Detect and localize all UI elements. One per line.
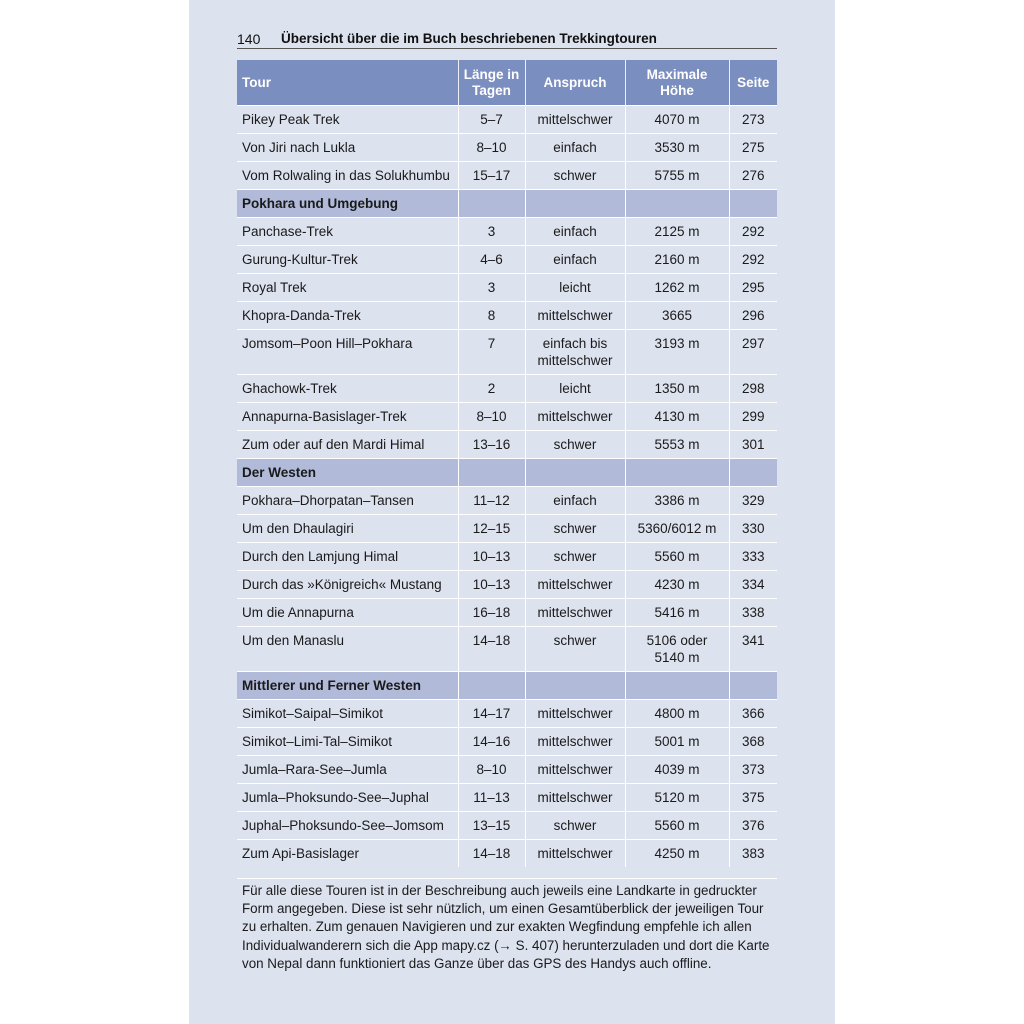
difficulty-cell: einfach <box>525 487 625 515</box>
table-body <box>237 106 777 868</box>
difficulty-cell: schwer <box>525 543 625 571</box>
page-ref-cell: 301 <box>729 431 777 459</box>
altitude-cell: 4130 m <box>625 403 729 431</box>
length-cell: 8–10 <box>458 134 525 162</box>
table-row <box>237 515 777 543</box>
header-tour: Tour <box>237 60 458 106</box>
difficulty-cell: einfach <box>525 218 625 246</box>
length-cell: 11–13 <box>458 784 525 812</box>
table-row <box>237 543 777 571</box>
page-ref-cell: 298 <box>729 375 777 403</box>
section-title: Der Westen <box>237 459 458 487</box>
section-filler-cell <box>458 459 525 487</box>
tour-name-cell: Vom Rolwaling in das Solukhumbu <box>237 162 458 190</box>
altitude-cell: 5360/6012 m <box>625 515 729 543</box>
tours-table <box>237 60 777 867</box>
length-cell: 11–12 <box>458 487 525 515</box>
section-filler-cell <box>729 190 777 218</box>
table-row <box>237 302 777 330</box>
tour-name-cell: Gurung-Kultur-Trek <box>237 246 458 274</box>
page-ref-cell: 292 <box>729 218 777 246</box>
tour-name-cell: Juphal–Phoksundo-See–Jomsom <box>237 812 458 840</box>
tour-name-cell: Von Jiri nach Lukla <box>237 134 458 162</box>
difficulty-cell: mittelschwer <box>525 403 625 431</box>
section-filler-cell <box>458 190 525 218</box>
page-ref-cell: 334 <box>729 571 777 599</box>
altitude-cell: 3530 m <box>625 134 729 162</box>
difficulty-cell: mittelschwer <box>525 106 625 134</box>
length-cell: 14–18 <box>458 627 525 672</box>
page-ref-cell: 297 <box>729 330 777 375</box>
table-row <box>237 162 777 190</box>
altitude-cell: 5120 m <box>625 784 729 812</box>
altitude-cell: 5553 m <box>625 431 729 459</box>
table-row <box>237 627 777 672</box>
page-ref-cell: 329 <box>729 487 777 515</box>
section-filler-cell <box>625 190 729 218</box>
difficulty-cell: mittelschwer <box>525 599 625 627</box>
difficulty-cell: mittelschwer <box>525 302 625 330</box>
length-cell: 14–18 <box>458 840 525 868</box>
length-cell: 8–10 <box>458 403 525 431</box>
length-cell: 4–6 <box>458 246 525 274</box>
tour-name-cell: Khopra-Danda-Trek <box>237 302 458 330</box>
section-filler-cell <box>458 672 525 700</box>
difficulty-cell: schwer <box>525 431 625 459</box>
tour-name-cell: Zum Api-Basislager <box>237 840 458 868</box>
page-ref-cell: 338 <box>729 599 777 627</box>
page-ref-cell: 275 <box>729 134 777 162</box>
page-ref-cell: 295 <box>729 274 777 302</box>
section-title: Mittlerer und Ferner Westen <box>237 672 458 700</box>
table-row <box>237 330 777 375</box>
altitude-cell: 4230 m <box>625 571 729 599</box>
section-filler-cell <box>525 672 625 700</box>
page-ref-cell: 296 <box>729 302 777 330</box>
table-row <box>237 274 777 302</box>
table-row <box>237 700 777 728</box>
altitude-cell: 4070 m <box>625 106 729 134</box>
section-row <box>237 190 777 218</box>
altitude-cell: 5001 m <box>625 728 729 756</box>
tour-name-cell: Pikey Peak Trek <box>237 106 458 134</box>
table-row <box>237 403 777 431</box>
difficulty-cell: mittelschwer <box>525 700 625 728</box>
page-ref-cell: 330 <box>729 515 777 543</box>
table-row <box>237 812 777 840</box>
altitude-cell: 5416 m <box>625 599 729 627</box>
section-filler-cell <box>625 672 729 700</box>
altitude-cell: 1262 m <box>625 274 729 302</box>
altitude-cell: 5560 m <box>625 812 729 840</box>
page-ref-cell: 292 <box>729 246 777 274</box>
difficulty-cell: schwer <box>525 627 625 672</box>
difficulty-cell: mittelschwer <box>525 840 625 868</box>
page-ref-cell: 276 <box>729 162 777 190</box>
difficulty-cell: mittelschwer <box>525 571 625 599</box>
length-cell: 10–13 <box>458 543 525 571</box>
length-cell: 14–17 <box>458 700 525 728</box>
page-ref-cell: 299 <box>729 403 777 431</box>
header-length: Länge in Tagen <box>458 60 525 106</box>
length-cell: 14–16 <box>458 728 525 756</box>
section-row <box>237 672 777 700</box>
table-row <box>237 728 777 756</box>
tour-name-cell: Ghachowk-Trek <box>237 375 458 403</box>
altitude-cell: 4800 m <box>625 700 729 728</box>
header-altitude: Maximale Höhe <box>625 60 729 106</box>
tour-name-cell: Royal Trek <box>237 274 458 302</box>
page-ref-cell: 341 <box>729 627 777 672</box>
tour-name-cell: Simikot–Saipal–Simikot <box>237 700 458 728</box>
difficulty-cell: einfach <box>525 134 625 162</box>
book-page <box>189 0 835 1024</box>
page-number: 140 <box>237 31 261 47</box>
page-ref-cell: 383 <box>729 840 777 868</box>
difficulty-cell: schwer <box>525 812 625 840</box>
altitude-cell: 5755 m <box>625 162 729 190</box>
length-cell: 3 <box>458 274 525 302</box>
tour-name-cell: Zum oder auf den Mardi Himal <box>237 431 458 459</box>
table-row <box>237 487 777 515</box>
tour-name-cell: Jomsom–Poon Hill–Pokhara <box>237 330 458 375</box>
difficulty-cell: schwer <box>525 162 625 190</box>
length-cell: 5–7 <box>458 106 525 134</box>
altitude-cell: 3193 m <box>625 330 729 375</box>
tour-name-cell: Um den Dhaulagiri <box>237 515 458 543</box>
altitude-cell: 5560 m <box>625 543 729 571</box>
section-filler-cell <box>625 459 729 487</box>
page-ref-cell: 368 <box>729 728 777 756</box>
altitude-cell: 3386 m <box>625 487 729 515</box>
tour-name-cell: Panchase-Trek <box>237 218 458 246</box>
running-header <box>237 30 777 49</box>
page-ref-cell: 373 <box>729 756 777 784</box>
table-row <box>237 218 777 246</box>
difficulty-cell: mittelschwer <box>525 784 625 812</box>
footnote-paragraph: Für alle diese Touren ist in der Beschreibung auch jeweils eine Landkarte in gedruckter Form angegeben. Diese ist sehr nützlich, um einen Gesamtüberblick der jeweiligen Tour zu erhalten. Zum genauen Navigieren und zur exakten Wegfindung empfehle ich allen Individualwanderern sich die App mapy.cz (→ S. 407) herunterzuladen und dort die Karte von Nepal dann funktioniert das Ganze über das GPS des Handys auch offline. <box>237 878 777 976</box>
difficulty-cell: leicht <box>525 274 625 302</box>
length-cell: 15–17 <box>458 162 525 190</box>
header-page: Seite <box>729 60 777 106</box>
difficulty-cell: schwer <box>525 515 625 543</box>
difficulty-cell: leicht <box>525 375 625 403</box>
difficulty-cell: einfach <box>525 246 625 274</box>
section-filler-cell <box>525 459 625 487</box>
table-row <box>237 375 777 403</box>
page-ref-cell: 333 <box>729 543 777 571</box>
tour-name-cell: Jumla–Phoksundo-See–Juphal <box>237 784 458 812</box>
page-ref-cell: 376 <box>729 812 777 840</box>
page-ref-cell: 366 <box>729 700 777 728</box>
page-ref-cell: 375 <box>729 784 777 812</box>
length-cell: 8–10 <box>458 756 525 784</box>
section-filler-cell <box>525 190 625 218</box>
altitude-cell: 4250 m <box>625 840 729 868</box>
table-row <box>237 784 777 812</box>
tour-name-cell: Durch das »Königreich« Mustang <box>237 571 458 599</box>
header-difficulty: Anspruch <box>525 60 625 106</box>
altitude-cell: 2125 m <box>625 218 729 246</box>
length-cell: 3 <box>458 218 525 246</box>
page-ref-cell: 273 <box>729 106 777 134</box>
altitude-cell: 1350 m <box>625 375 729 403</box>
table-row <box>237 571 777 599</box>
section-filler-cell <box>729 459 777 487</box>
tour-name-cell: Pokhara–Dhorpatan–Tansen <box>237 487 458 515</box>
section-row <box>237 459 777 487</box>
length-cell: 10–13 <box>458 571 525 599</box>
table-row <box>237 840 777 868</box>
section-title: Pokhara und Umgebung <box>237 190 458 218</box>
tour-name-cell: Simikot–Limi-Tal–Simikot <box>237 728 458 756</box>
difficulty-cell: mittelschwer <box>525 756 625 784</box>
tour-name-cell: Um den Manaslu <box>237 627 458 672</box>
altitude-cell: 5106 oder 5140 m <box>625 627 729 672</box>
section-filler-cell <box>729 672 777 700</box>
table-row <box>237 106 777 134</box>
table-row <box>237 599 777 627</box>
tour-name-cell: Durch den Lamjung Himal <box>237 543 458 571</box>
page-title: Übersicht über die im Buch beschriebenen Trekkingtouren <box>281 31 657 46</box>
table-row <box>237 134 777 162</box>
length-cell: 7 <box>458 330 525 375</box>
tour-name-cell: Um die Annapurna <box>237 599 458 627</box>
length-cell: 12–15 <box>458 515 525 543</box>
tour-name-cell: Jumla–Rara-See–Jumla <box>237 756 458 784</box>
table-row <box>237 756 777 784</box>
altitude-cell: 3665 <box>625 302 729 330</box>
length-cell: 2 <box>458 375 525 403</box>
altitude-cell: 2160 m <box>625 246 729 274</box>
length-cell: 13–15 <box>458 812 525 840</box>
length-cell: 8 <box>458 302 525 330</box>
tour-name-cell: Annapurna-Basislager-Trek <box>237 403 458 431</box>
table-row <box>237 246 777 274</box>
length-cell: 16–18 <box>458 599 525 627</box>
table-header-row <box>237 60 777 106</box>
altitude-cell: 4039 m <box>625 756 729 784</box>
length-cell: 13–16 <box>458 431 525 459</box>
difficulty-cell: mittelschwer <box>525 728 625 756</box>
difficulty-cell: einfach bis mittelschwer <box>525 330 625 375</box>
table-row <box>237 431 777 459</box>
